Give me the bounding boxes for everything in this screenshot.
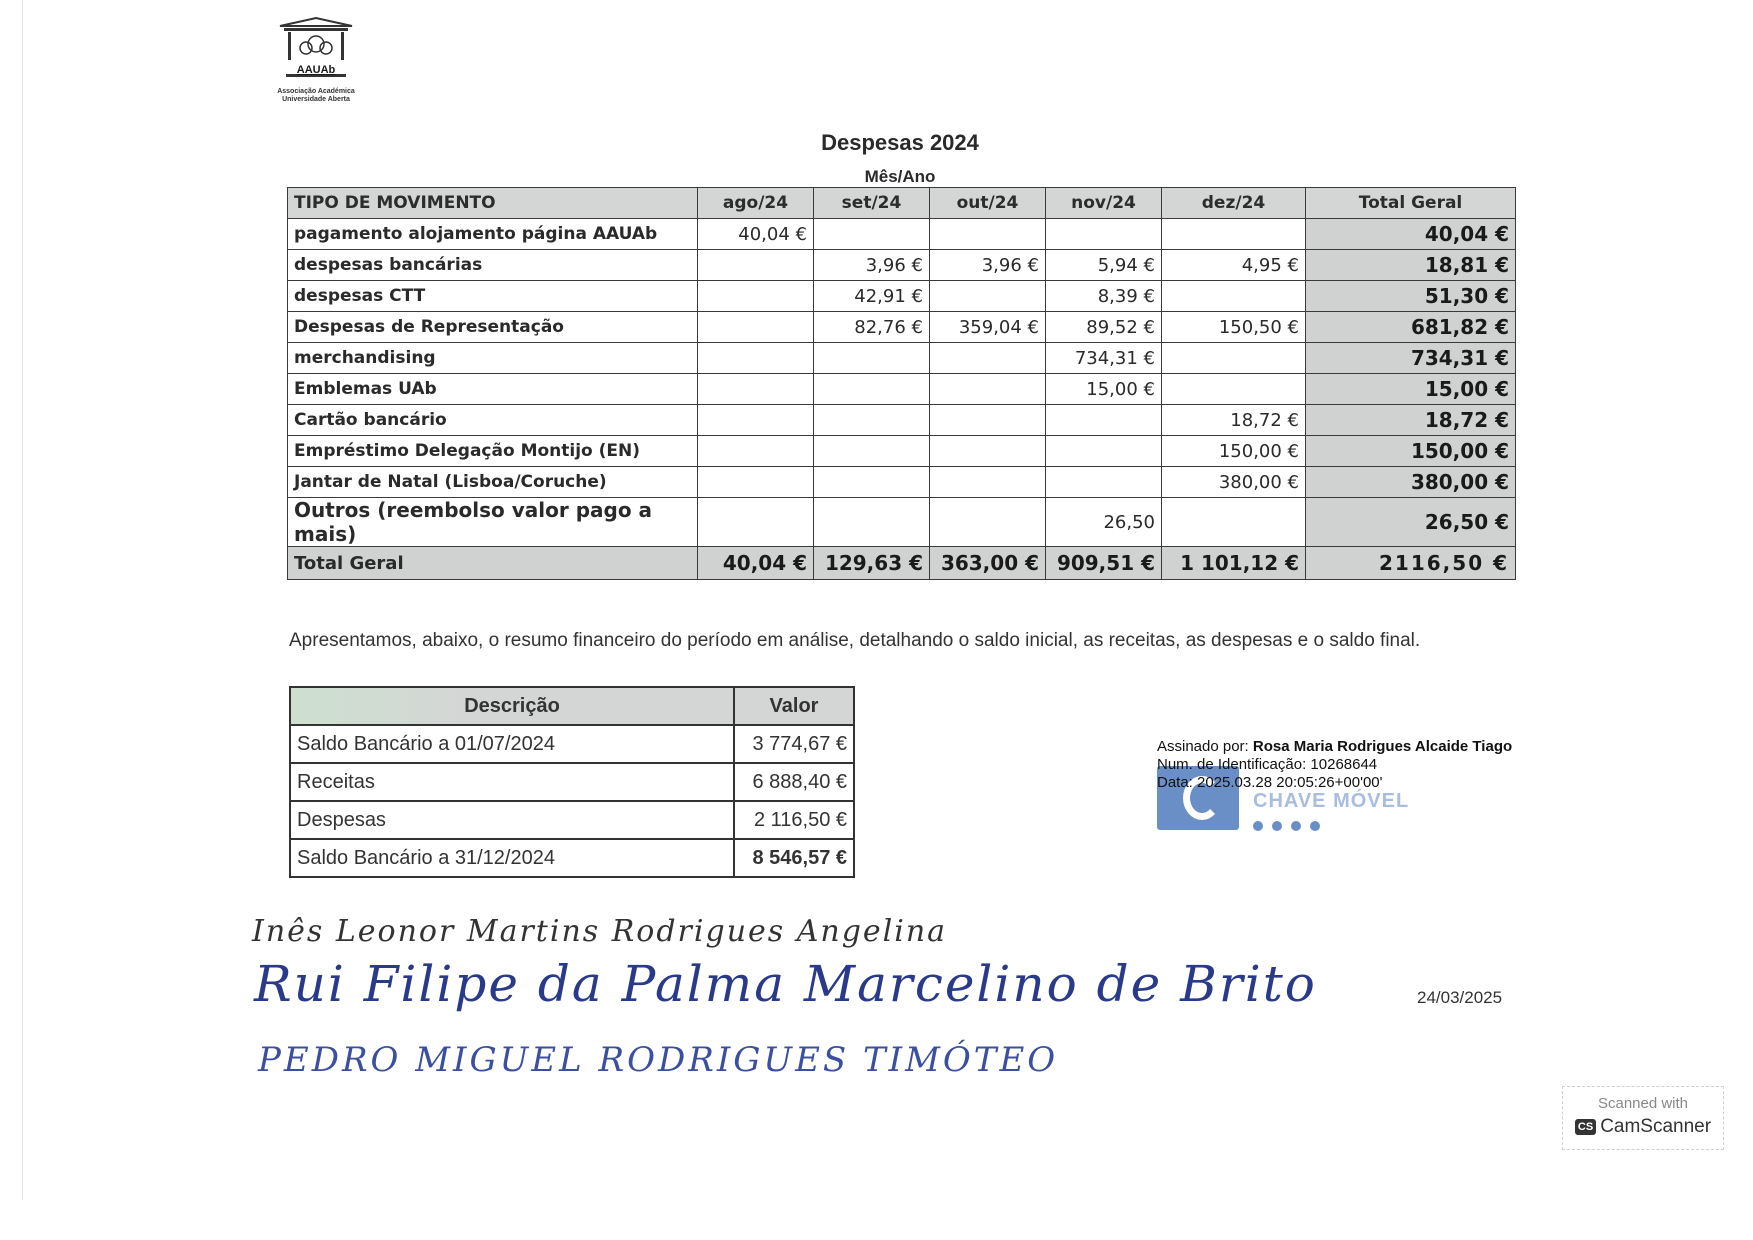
cell-value [814, 219, 930, 250]
handwritten-signature-2: Rui Filipe da Palma Marcelino de Brito [254, 955, 1317, 1013]
signature-text [1157, 738, 1517, 792]
total-cell: 40,04 € [698, 547, 814, 580]
cell-value [698, 498, 814, 547]
cell-value [1046, 219, 1162, 250]
cell-value [930, 374, 1046, 405]
cell-value [930, 405, 1046, 436]
table-row [290, 839, 854, 877]
cell-value: 89,52 € [1046, 312, 1162, 343]
cell-value: 18,72 € [1162, 405, 1306, 436]
document-date: 24/03/2025 [1417, 988, 1503, 1007]
cell-value [698, 405, 814, 436]
table-row [288, 374, 1516, 405]
signature-id: Num. de Identificação: 10268644 [1157, 756, 1378, 773]
table-row [288, 312, 1516, 343]
cell-value [698, 250, 814, 281]
row-label: Cartão bancário [288, 405, 698, 436]
row-total: 51,30 € [1306, 281, 1516, 312]
total-cell: 1 101,12 € [1162, 547, 1306, 580]
scan-edge-line [22, 0, 23, 1200]
column-header: Total Geral [1306, 188, 1516, 219]
column-header: ago/24 [698, 188, 814, 219]
grand-total: 2116,50 € [1306, 547, 1516, 580]
row-label: Despesas de Representação [288, 312, 698, 343]
cell-value [930, 467, 1046, 498]
cell-value [814, 467, 930, 498]
cell-value [1046, 436, 1162, 467]
cell-value [698, 312, 814, 343]
total-cell: 363,00 € [930, 547, 1046, 580]
cell-value: 150,50 € [1162, 312, 1306, 343]
table-row [288, 498, 1516, 547]
handwritten-signature-1: Inês Leonor Martins Rodrigues Angelina [252, 914, 948, 949]
cell-value [814, 343, 930, 374]
cell-value [698, 374, 814, 405]
total-row [288, 547, 1516, 580]
total-cell: 909,51 € [1046, 547, 1162, 580]
cell-value [814, 498, 930, 547]
cell-value [1162, 374, 1306, 405]
handwritten-signature-3: PEDRO MIGUEL RODRIGUES TIMÓTEO [258, 1040, 1059, 1080]
page-subtitle: Mês/Ano [864, 167, 936, 186]
digital-signature [1157, 738, 1517, 838]
table-header-row [290, 687, 854, 725]
total-label: Total Geral [288, 547, 698, 580]
signature-brand: CHAVE MÓVEL [1253, 790, 1410, 812]
table-row [288, 250, 1516, 281]
row-label: merchandising [288, 343, 698, 374]
table-row [288, 281, 1516, 312]
row-total: 18,72 € [1306, 405, 1516, 436]
camscanner-watermark [1562, 1086, 1724, 1150]
row-total: 734,31 € [1306, 343, 1516, 374]
cell-value: 3,96 € [814, 250, 930, 281]
summary-table [289, 686, 855, 878]
cell-value [1046, 467, 1162, 498]
cell-value: 734,31 € [1046, 343, 1162, 374]
cell-value [930, 343, 1046, 374]
table-row [288, 467, 1516, 498]
column-header: set/24 [814, 188, 930, 219]
camscanner-icon: CS [1575, 1119, 1596, 1135]
logo-acronym: AAUAb [296, 64, 336, 76]
table-row [290, 725, 854, 763]
summary-desc: Saldo Bancário a 01/07/2024 [290, 725, 734, 763]
column-header: dez/24 [1162, 188, 1306, 219]
row-total: 40,04 € [1306, 219, 1516, 250]
row-total: 18,81 € [1306, 250, 1516, 281]
column-header: Valor [734, 687, 854, 725]
cell-value [1162, 281, 1306, 312]
cell-value [1046, 405, 1162, 436]
table-row [288, 343, 1516, 374]
table-row [290, 763, 854, 801]
row-label: despesas CTT [288, 281, 698, 312]
scanned-with-label: Scanned with [1597, 1095, 1689, 1112]
row-label: Empréstimo Delegação Montijo (EN) [288, 436, 698, 467]
cell-value [698, 343, 814, 374]
logo-line1: Associação Académica [277, 88, 355, 95]
row-label: Outros (reembolso valor pago a mais) [288, 498, 698, 547]
row-label: pagamento alojamento página AAUAb [288, 219, 698, 250]
cell-value: 3,96 € [930, 250, 1046, 281]
row-total: 15,00 € [1306, 374, 1516, 405]
summary-desc: Despesas [290, 801, 734, 839]
summary-desc: Receitas [290, 763, 734, 801]
page-title: Despesas 2024 [821, 130, 979, 155]
summary-value: 6 888,40 € [734, 763, 854, 801]
table-row [288, 219, 1516, 250]
cell-value [930, 498, 1046, 547]
row-label: despesas bancárias [288, 250, 698, 281]
column-header: TIPO DE MOVIMENTO [288, 188, 698, 219]
cell-value [1162, 219, 1306, 250]
signed-by-label: Assinado por: [1157, 738, 1249, 755]
cell-value: 15,00 € [1046, 374, 1162, 405]
column-header: Descrição [290, 687, 734, 725]
cell-value [930, 436, 1046, 467]
expenses-table [287, 187, 1516, 580]
cell-value: 150,00 € [1162, 436, 1306, 467]
cell-value [814, 436, 930, 467]
logo-line2: Universidade Aberta [282, 96, 350, 103]
row-label: Emblemas UAb [288, 374, 698, 405]
summary-paragraph: Apresentamos, abaixo, o resumo financeiro do período em análise, detalhando o saldo inicial, as receitas, as despesas e o saldo final. [289, 630, 1421, 651]
summary-value: 2 116,50 € [734, 801, 854, 839]
table-row [288, 436, 1516, 467]
cell-value [1162, 498, 1306, 547]
cell-value: 380,00 € [1162, 467, 1306, 498]
signature-date: Data: 2025.03.28 20:05:26+00'00' [1157, 774, 1383, 791]
summary-desc: Saldo Bancário a 31/12/2024 [290, 839, 734, 877]
summary-value: 8 546,57 € [734, 839, 854, 877]
row-total: 26,50 € [1306, 498, 1516, 547]
row-label: Jantar de Natal (Lisboa/Coruche) [288, 467, 698, 498]
column-header: out/24 [930, 188, 1046, 219]
cell-value [698, 467, 814, 498]
table-row [288, 405, 1516, 436]
cell-value: 40,04 € [698, 219, 814, 250]
brand-dots-icon [1253, 818, 1329, 836]
row-total: 681,82 € [1306, 312, 1516, 343]
cell-value [930, 219, 1046, 250]
cell-value [814, 374, 930, 405]
cell-value: 5,94 € [1046, 250, 1162, 281]
cell-value: 26,50 [1046, 498, 1162, 547]
column-header: nov/24 [1046, 188, 1162, 219]
cell-value [814, 405, 930, 436]
summary-value: 3 774,67 € [734, 725, 854, 763]
cell-value [930, 281, 1046, 312]
table-header-row [288, 188, 1516, 219]
cell-value: 8,39 € [1046, 281, 1162, 312]
cell-value: 359,04 € [930, 312, 1046, 343]
cell-value: 82,76 € [814, 312, 930, 343]
cell-value: 42,91 € [814, 281, 930, 312]
signer-name: Rosa Maria Rodrigues Alcaide Tiago [1252, 738, 1513, 755]
cell-value [698, 436, 814, 467]
row-total: 380,00 € [1306, 467, 1516, 498]
cell-value [1162, 343, 1306, 374]
camscanner-label: CamScanner [1600, 1116, 1712, 1137]
cell-value [698, 281, 814, 312]
row-total: 150,00 € [1306, 436, 1516, 467]
total-cell: 129,63 € [814, 547, 930, 580]
aauab-logo [262, 16, 370, 104]
table-row [290, 801, 854, 839]
cell-value: 4,95 € [1162, 250, 1306, 281]
